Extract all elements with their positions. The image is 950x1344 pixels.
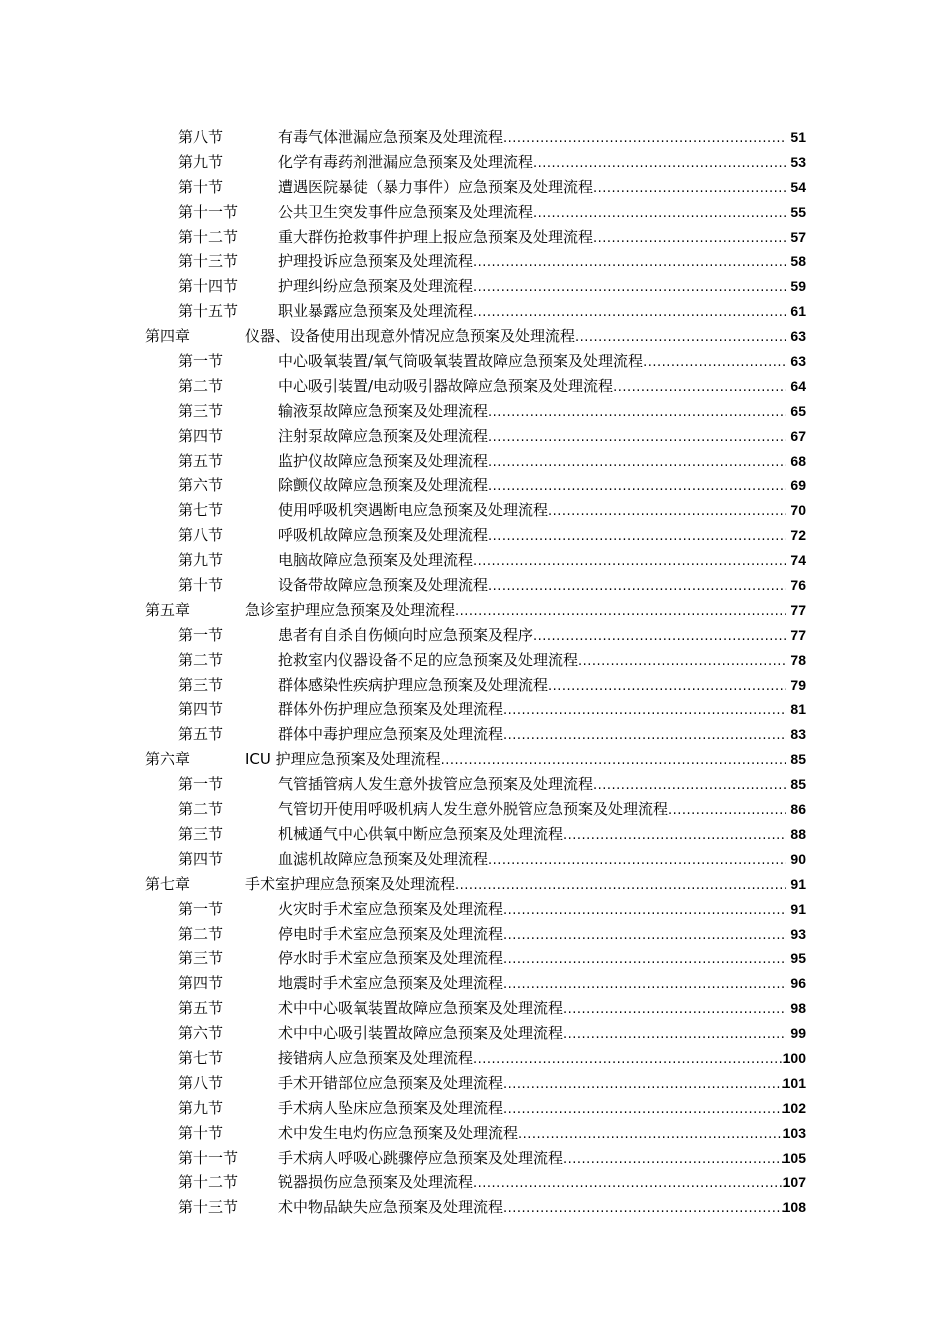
- toc-chapter-entry[interactable]: [0, 747, 950, 772]
- toc-entry-page-number: 78: [790, 651, 806, 668]
- dot-leader: [488, 451, 786, 476]
- toc-entry-label: 第七章: [145, 874, 191, 893]
- toc-entry-title: 护理投诉应急预案及处理流程: [278, 252, 474, 271]
- toc-entry-title: 除颤仪故障应急预案及处理流程: [278, 476, 489, 495]
- toc-entry-title-line: [278, 125, 786, 152]
- dot-leader: [533, 625, 786, 650]
- toc-entry-page-number: 63: [790, 353, 806, 370]
- dot-leader: [503, 1073, 786, 1098]
- toc-entry-title-line: [278, 200, 786, 227]
- toc-entry-title: 群体感染性疾病护理应急预案及处理流程: [278, 675, 549, 694]
- toc-entry-label: 第十五节: [178, 302, 239, 321]
- toc-section-entry[interactable]: [0, 548, 950, 573]
- dot-leader: [488, 475, 786, 500]
- toc-entry-label: 第九节: [178, 551, 224, 570]
- toc-section-entry[interactable]: [0, 1195, 950, 1220]
- toc-entry-title-line: [278, 523, 786, 550]
- toc-entry-title: 火灾时手术室应急预案及处理流程: [278, 899, 504, 918]
- toc-entry-title-line: [278, 249, 786, 276]
- toc-entry-title: 手术病人坠床应急预案及处理流程: [278, 1098, 504, 1117]
- toc-entry-title-line: [278, 1096, 786, 1123]
- toc-entry-title: 术中中心吸引装置故障应急预案及处理流程: [278, 1024, 564, 1043]
- toc-section-entry[interactable]: [0, 996, 950, 1021]
- toc-entry-page-number: 70: [790, 502, 806, 519]
- dot-leader: [613, 376, 786, 401]
- toc-section-entry[interactable]: [0, 150, 950, 175]
- toc-section-entry[interactable]: [0, 822, 950, 847]
- toc-entry-title-line: [278, 971, 786, 998]
- toc-entry-title: 抢救室内仪器设备不足的应急预案及处理流程: [278, 650, 579, 669]
- toc-entry-title: 职业暴露应急预案及处理流程: [278, 302, 474, 321]
- dot-leader: [503, 699, 786, 724]
- toc-entry-label: 第四节: [178, 974, 224, 993]
- dot-leader: [563, 1023, 786, 1048]
- toc-entry-title-line: [278, 623, 786, 650]
- dot-leader: [643, 351, 786, 376]
- toc-entry-label: 第十二节: [178, 1173, 239, 1192]
- toc-section-entry[interactable]: [0, 200, 950, 225]
- toc-entry-title-line: [278, 573, 786, 600]
- toc-entry-title: 手术开错部位应急预案及处理流程: [278, 1073, 504, 1092]
- toc-entry-title-line: [278, 772, 786, 799]
- toc-entry-label: 第三节: [178, 675, 224, 694]
- toc-chapter-entry[interactable]: [0, 598, 950, 623]
- toc-section-entry[interactable]: [0, 623, 950, 648]
- toc-entry-label: 第八节: [178, 128, 224, 146]
- toc-entry-title: 接错病人应急预案及处理流程: [278, 1048, 474, 1067]
- toc-entry-page-number: 85: [790, 751, 806, 768]
- toc-section-entry[interactable]: [0, 523, 950, 548]
- toc-section-entry[interactable]: [0, 424, 950, 449]
- toc-entry-label: 第四节: [178, 426, 224, 445]
- dot-leader: [473, 251, 786, 276]
- toc-entry-title-line: [278, 996, 786, 1023]
- toc-entry-title-line: [278, 349, 786, 376]
- toc-entry-title-line: [278, 648, 786, 675]
- toc-section-entry[interactable]: [0, 473, 950, 498]
- toc-entry-page-number: 99: [790, 1025, 806, 1042]
- toc-section-entry[interactable]: [0, 673, 950, 698]
- toc-entry-label: 第五节: [178, 999, 224, 1018]
- toc-entry-label: 第一节: [178, 775, 224, 794]
- toc-entry-page-number: 51: [790, 129, 806, 145]
- toc-section-entry[interactable]: [0, 274, 950, 299]
- toc-entry-title-line: [278, 299, 786, 326]
- dot-leader: [473, 301, 786, 326]
- toc-entry-label: 第十节: [178, 576, 224, 595]
- toc-entry-label: 第十三节: [178, 1198, 239, 1217]
- toc-entry-label: 第八节: [178, 526, 224, 545]
- dot-leader: [503, 1197, 786, 1222]
- toc-section-entry[interactable]: [0, 125, 950, 150]
- toc-entry-page-number: 65: [790, 402, 806, 419]
- toc-entry-page-number: 85: [790, 776, 806, 793]
- toc-entry-label: 第六节: [178, 476, 224, 495]
- dot-leader: [593, 774, 786, 799]
- toc-entry-page-number: 90: [790, 850, 806, 867]
- toc-entry-page-number: 103: [782, 1124, 806, 1141]
- toc-section-entry[interactable]: [0, 897, 950, 922]
- dot-leader: [455, 600, 786, 625]
- toc-entry-title: 血滤机故障应急预案及处理流程: [278, 849, 489, 868]
- toc-entry-page-number: 88: [790, 825, 806, 842]
- toc-entry-label: 第四章: [145, 327, 191, 346]
- toc-entry-title: 中心吸氧装置/氧气筒吸氧装置故障应急预案及处理流程: [278, 352, 644, 371]
- toc-chapter-entry[interactable]: [0, 872, 950, 897]
- toc-entry-page-number: 105: [782, 1149, 806, 1166]
- toc-entry-title-line: [278, 175, 786, 202]
- toc-section-entry[interactable]: [0, 1046, 950, 1071]
- toc-entry-label: 第二节: [178, 800, 224, 819]
- dot-leader: [593, 177, 786, 202]
- toc-entry-label: 第十一节: [178, 1148, 239, 1167]
- toc-entry-title: 患者有自杀自伤倾向时应急预案及程序: [278, 625, 534, 644]
- toc-entry-page-number: 77: [790, 626, 806, 643]
- toc-section-entry[interactable]: [0, 399, 950, 424]
- toc-entry-title-line: [278, 449, 786, 476]
- dot-leader: [503, 924, 786, 949]
- toc-entry-title: 中心吸引装置/电动吸引器故障应急预案及处理流程: [278, 376, 614, 395]
- toc-entry-label: 第十三节: [178, 252, 239, 271]
- toc-entry-title-line: [278, 822, 786, 849]
- toc-entry-label: 第二节: [178, 376, 224, 395]
- toc-entry-page-number: 93: [790, 925, 806, 942]
- toc-entry-title-line: [245, 872, 786, 899]
- toc-entry-title: 群体外伤护理应急预案及处理流程: [278, 700, 504, 719]
- toc-entry-label: 第十节: [178, 1123, 224, 1142]
- toc-entry-title: 术中发生电灼伤应急预案及处理流程: [278, 1123, 519, 1142]
- toc-entry-label: 第七节: [178, 501, 224, 520]
- dot-leader: [473, 550, 786, 575]
- toc-entry-title: 群体中毒护理应急预案及处理流程: [278, 725, 504, 744]
- toc-entry-page-number: 77: [790, 601, 806, 618]
- toc-entry-label: 第一节: [178, 352, 224, 371]
- toc-entry-title-line: [245, 598, 786, 625]
- toc-entry-title-line: [278, 673, 786, 700]
- toc-entry-title: 公共卫生突发事件应急预案及处理流程: [278, 202, 534, 221]
- toc-entry-page-number: 100: [782, 1049, 806, 1066]
- toc-section-entry[interactable]: [0, 648, 950, 673]
- dot-leader: [548, 500, 786, 525]
- toc-entry-page-number: 67: [790, 427, 806, 444]
- toc-entry-label: 第十四节: [178, 277, 239, 296]
- dot-leader: [488, 575, 786, 600]
- toc-entry-title-line: [278, 797, 786, 824]
- toc-entry-title-line: [278, 374, 786, 401]
- toc-entry-title: 使用呼吸机突遇断电应急预案及处理流程: [278, 501, 549, 520]
- toc-entry-page-number: 98: [790, 1000, 806, 1017]
- dot-leader: [473, 1048, 786, 1073]
- toc-entry-label: 第九节: [178, 1098, 224, 1117]
- toc-entry-title-line: [278, 274, 786, 301]
- toc-entry-title-line: [278, 847, 786, 874]
- toc-entry-page-number: 81: [790, 701, 806, 718]
- toc-entry-label: 第十节: [178, 177, 224, 196]
- toc-entry-page-number: 53: [790, 153, 806, 170]
- dot-leader: [503, 948, 786, 973]
- toc-entry-title: 气管插管病人发生意外拔管应急预案及处理流程: [278, 775, 594, 794]
- toc-section-entry[interactable]: [0, 175, 950, 200]
- toc-entry-label: 第二节: [178, 650, 224, 669]
- table-of-contents: [0, 125, 950, 1220]
- toc-entry-title-line: [278, 1195, 786, 1222]
- toc-entry-title: 护理纠纷应急预案及处理流程: [278, 277, 474, 296]
- toc-entry-page-number: 64: [790, 377, 806, 394]
- toc-entry-page-number: 96: [790, 975, 806, 992]
- toc-entry-title-line: [278, 897, 786, 924]
- dot-leader: [548, 675, 786, 700]
- dot-leader: [533, 152, 786, 177]
- toc-entry-label: 第一节: [178, 625, 224, 644]
- toc-entry-title: 停电时手术室应急预案及处理流程: [278, 924, 504, 943]
- dot-leader: [503, 1098, 786, 1123]
- toc-entry-page-number: 83: [790, 726, 806, 743]
- dot-leader: [503, 724, 786, 749]
- toc-section-entry[interactable]: [0, 1121, 950, 1146]
- dot-leader: [593, 227, 786, 252]
- toc-entry-title-line: [278, 399, 786, 426]
- toc-entry-title: 重大群伤抢救事件护理上报应急预案及处理流程: [278, 227, 594, 246]
- dot-leader: [455, 874, 786, 899]
- toc-entry-label: 第七节: [178, 1048, 224, 1067]
- toc-entry-page-number: 58: [790, 253, 806, 270]
- toc-entry-title: 术中物品缺失应急预案及处理流程: [278, 1198, 504, 1217]
- toc-section-entry[interactable]: [0, 249, 950, 274]
- toc-section-entry[interactable]: [0, 946, 950, 971]
- toc-entry-title: 输液泵故障应急预案及处理流程: [278, 401, 489, 420]
- toc-entry-page-number: 74: [790, 552, 806, 569]
- toc-section-entry[interactable]: [0, 498, 950, 523]
- dot-leader: [668, 799, 786, 824]
- dot-leader: [563, 998, 786, 1023]
- toc-section-entry[interactable]: [0, 1170, 950, 1195]
- toc-entry-page-number: 61: [790, 303, 806, 320]
- toc-section-entry[interactable]: [0, 722, 950, 747]
- toc-entry-title: 手术室护理应急预案及处理流程: [245, 874, 456, 893]
- toc-section-entry[interactable]: [0, 922, 950, 947]
- toc-entry-title-line: [278, 150, 786, 177]
- toc-section-entry[interactable]: [0, 1021, 950, 1046]
- dot-leader: [518, 1123, 786, 1148]
- toc-entry-page-number: 95: [790, 950, 806, 967]
- toc-entry-title: 电脑故障应急预案及处理流程: [278, 551, 474, 570]
- toc-section-entry[interactable]: [0, 1096, 950, 1121]
- toc-section-entry[interactable]: [0, 225, 950, 250]
- toc-entry-title: 化学有毒药剂泄漏应急预案及处理流程: [278, 152, 534, 171]
- toc-entry-page-number: 55: [790, 203, 806, 220]
- toc-entry-title: 停水时手术室应急预案及处理流程: [278, 949, 504, 968]
- toc-entry-title: 遭遇医院暴徒（暴力事件）应急预案及处理流程: [278, 177, 594, 196]
- toc-entry-label: 第五章: [145, 600, 191, 619]
- toc-entry-title-line: [278, 922, 786, 949]
- toc-entry-title-line: [278, 473, 786, 500]
- toc-entry-label: 第三节: [178, 824, 224, 843]
- toc-section-entry[interactable]: [0, 971, 950, 996]
- toc-entry-page-number: 72: [790, 527, 806, 544]
- toc-entry-label: 第三节: [178, 401, 224, 420]
- toc-entry-title-line: [278, 548, 786, 575]
- dot-leader: [488, 426, 786, 451]
- toc-section-entry[interactable]: [0, 299, 950, 324]
- toc-entry-title-line: [278, 424, 786, 451]
- toc-entry-title: 机械通气中心供氧中断应急预案及处理流程: [278, 824, 564, 843]
- toc-entry-page-number: 91: [790, 900, 806, 917]
- toc-section-entry[interactable]: [0, 349, 950, 374]
- toc-entry-title: 气管切开使用呼吸机病人发生意外脱管应急预案及处理流程: [278, 800, 669, 819]
- toc-entry-label: 第九节: [178, 152, 224, 171]
- toc-section-entry[interactable]: [0, 847, 950, 872]
- toc-entry-page-number: 79: [790, 676, 806, 693]
- toc-entry-label: 第一节: [178, 899, 224, 918]
- toc-entry-title: 仪器、设备使用出现意外情况应急预案及处理流程: [245, 327, 576, 346]
- toc-entry-label: 第二节: [178, 924, 224, 943]
- toc-entry-page-number: 107: [782, 1174, 806, 1191]
- toc-entry-title-line: [278, 946, 786, 973]
- toc-entry-title: 锐器损伤应急预案及处理流程: [278, 1173, 474, 1192]
- toc-entry-page-number: 91: [790, 875, 806, 892]
- toc-entry-label: 第十一节: [178, 202, 239, 221]
- toc-entry-page-number: 57: [790, 228, 806, 245]
- toc-entry-title-line: [278, 1021, 786, 1048]
- toc-chapter-entry[interactable]: [0, 324, 950, 349]
- toc-section-entry[interactable]: [0, 374, 950, 399]
- dot-leader: [473, 276, 786, 301]
- dot-leader: [503, 973, 786, 998]
- toc-entry-title-line: [278, 722, 786, 749]
- toc-entry-page-number: 108: [782, 1199, 806, 1216]
- toc-entry-title-line: [278, 1071, 786, 1098]
- toc-entry-page-number: 54: [790, 178, 806, 195]
- toc-entry-title: 急诊室护理应急预案及处理流程: [245, 600, 456, 619]
- dot-leader: [488, 525, 786, 550]
- toc-entry-title-line: [278, 1121, 786, 1148]
- toc-entry-title: 呼吸机故障应急预案及处理流程: [278, 526, 489, 545]
- dot-leader: [488, 401, 786, 426]
- dot-leader: [488, 849, 786, 874]
- toc-entry-page-number: 63: [790, 328, 806, 345]
- toc-entry-label: 第五节: [178, 451, 224, 470]
- toc-entry-title: 地震时手术室应急预案及处理流程: [278, 974, 504, 993]
- toc-section-entry[interactable]: [0, 1071, 950, 1096]
- dot-leader: [575, 326, 786, 351]
- dot-leader: [503, 127, 786, 152]
- dot-leader: [563, 1148, 786, 1173]
- toc-section-entry[interactable]: [0, 449, 950, 474]
- toc-section-entry[interactable]: [0, 797, 950, 822]
- dot-leader: [441, 749, 786, 774]
- toc-entry-title: 手术病人呼吸心跳骤停应急预案及处理流程: [278, 1148, 564, 1167]
- toc-entry-label: 第五节: [178, 725, 224, 744]
- toc-entry-title: 注射泵故障应急预案及处理流程: [278, 426, 489, 445]
- toc-section-entry[interactable]: [0, 573, 950, 598]
- dot-leader: [473, 1172, 786, 1197]
- toc-entry-title: 术中中心吸氧装置故障应急预案及处理流程: [278, 999, 564, 1018]
- toc-entry-title: ICU 护理应急预案及处理流程: [245, 750, 441, 769]
- dot-leader: [563, 824, 786, 849]
- toc-entry-title-line: [278, 1146, 786, 1173]
- toc-entry-label: 第六章: [145, 750, 191, 769]
- toc-entry-label: 第十二节: [178, 227, 239, 246]
- toc-entry-title-line: [278, 1046, 786, 1073]
- toc-entry-title-line: [278, 225, 786, 252]
- toc-entry-page-number: 59: [790, 278, 806, 295]
- toc-entry-page-number: 76: [790, 577, 806, 594]
- toc-entry-label: 第八节: [178, 1073, 224, 1092]
- toc-entry-label: 第三节: [178, 949, 224, 968]
- toc-entry-title: 监护仪故障应急预案及处理流程: [278, 451, 489, 470]
- toc-section-entry[interactable]: [0, 1146, 950, 1171]
- toc-entry-title: 有毒气体泄漏应急预案及处理流程: [278, 128, 504, 146]
- toc-section-entry[interactable]: [0, 772, 950, 797]
- toc-entry-title-line: [278, 498, 786, 525]
- toc-entry-title-line: [245, 324, 786, 351]
- toc-entry-page-number: 102: [782, 1099, 806, 1116]
- toc-entry-title-line: [278, 1170, 786, 1197]
- toc-entry-page-number: 101: [782, 1074, 806, 1091]
- toc-entry-label: 第四节: [178, 700, 224, 719]
- toc-entry-title: 设备带故障应急预案及处理流程: [278, 576, 489, 595]
- toc-entry-title-line: [245, 747, 786, 774]
- toc-entry-page-number: 86: [790, 801, 806, 818]
- toc-section-entry[interactable]: [0, 697, 950, 722]
- toc-entry-title-line: [278, 697, 786, 724]
- dot-leader: [533, 202, 786, 227]
- toc-entry-label: 第六节: [178, 1024, 224, 1043]
- dot-leader: [578, 650, 786, 675]
- dot-leader: [503, 899, 786, 924]
- toc-entry-page-number: 68: [790, 452, 806, 469]
- toc-entry-label: 第四节: [178, 849, 224, 868]
- toc-entry-page-number: 69: [790, 477, 806, 494]
